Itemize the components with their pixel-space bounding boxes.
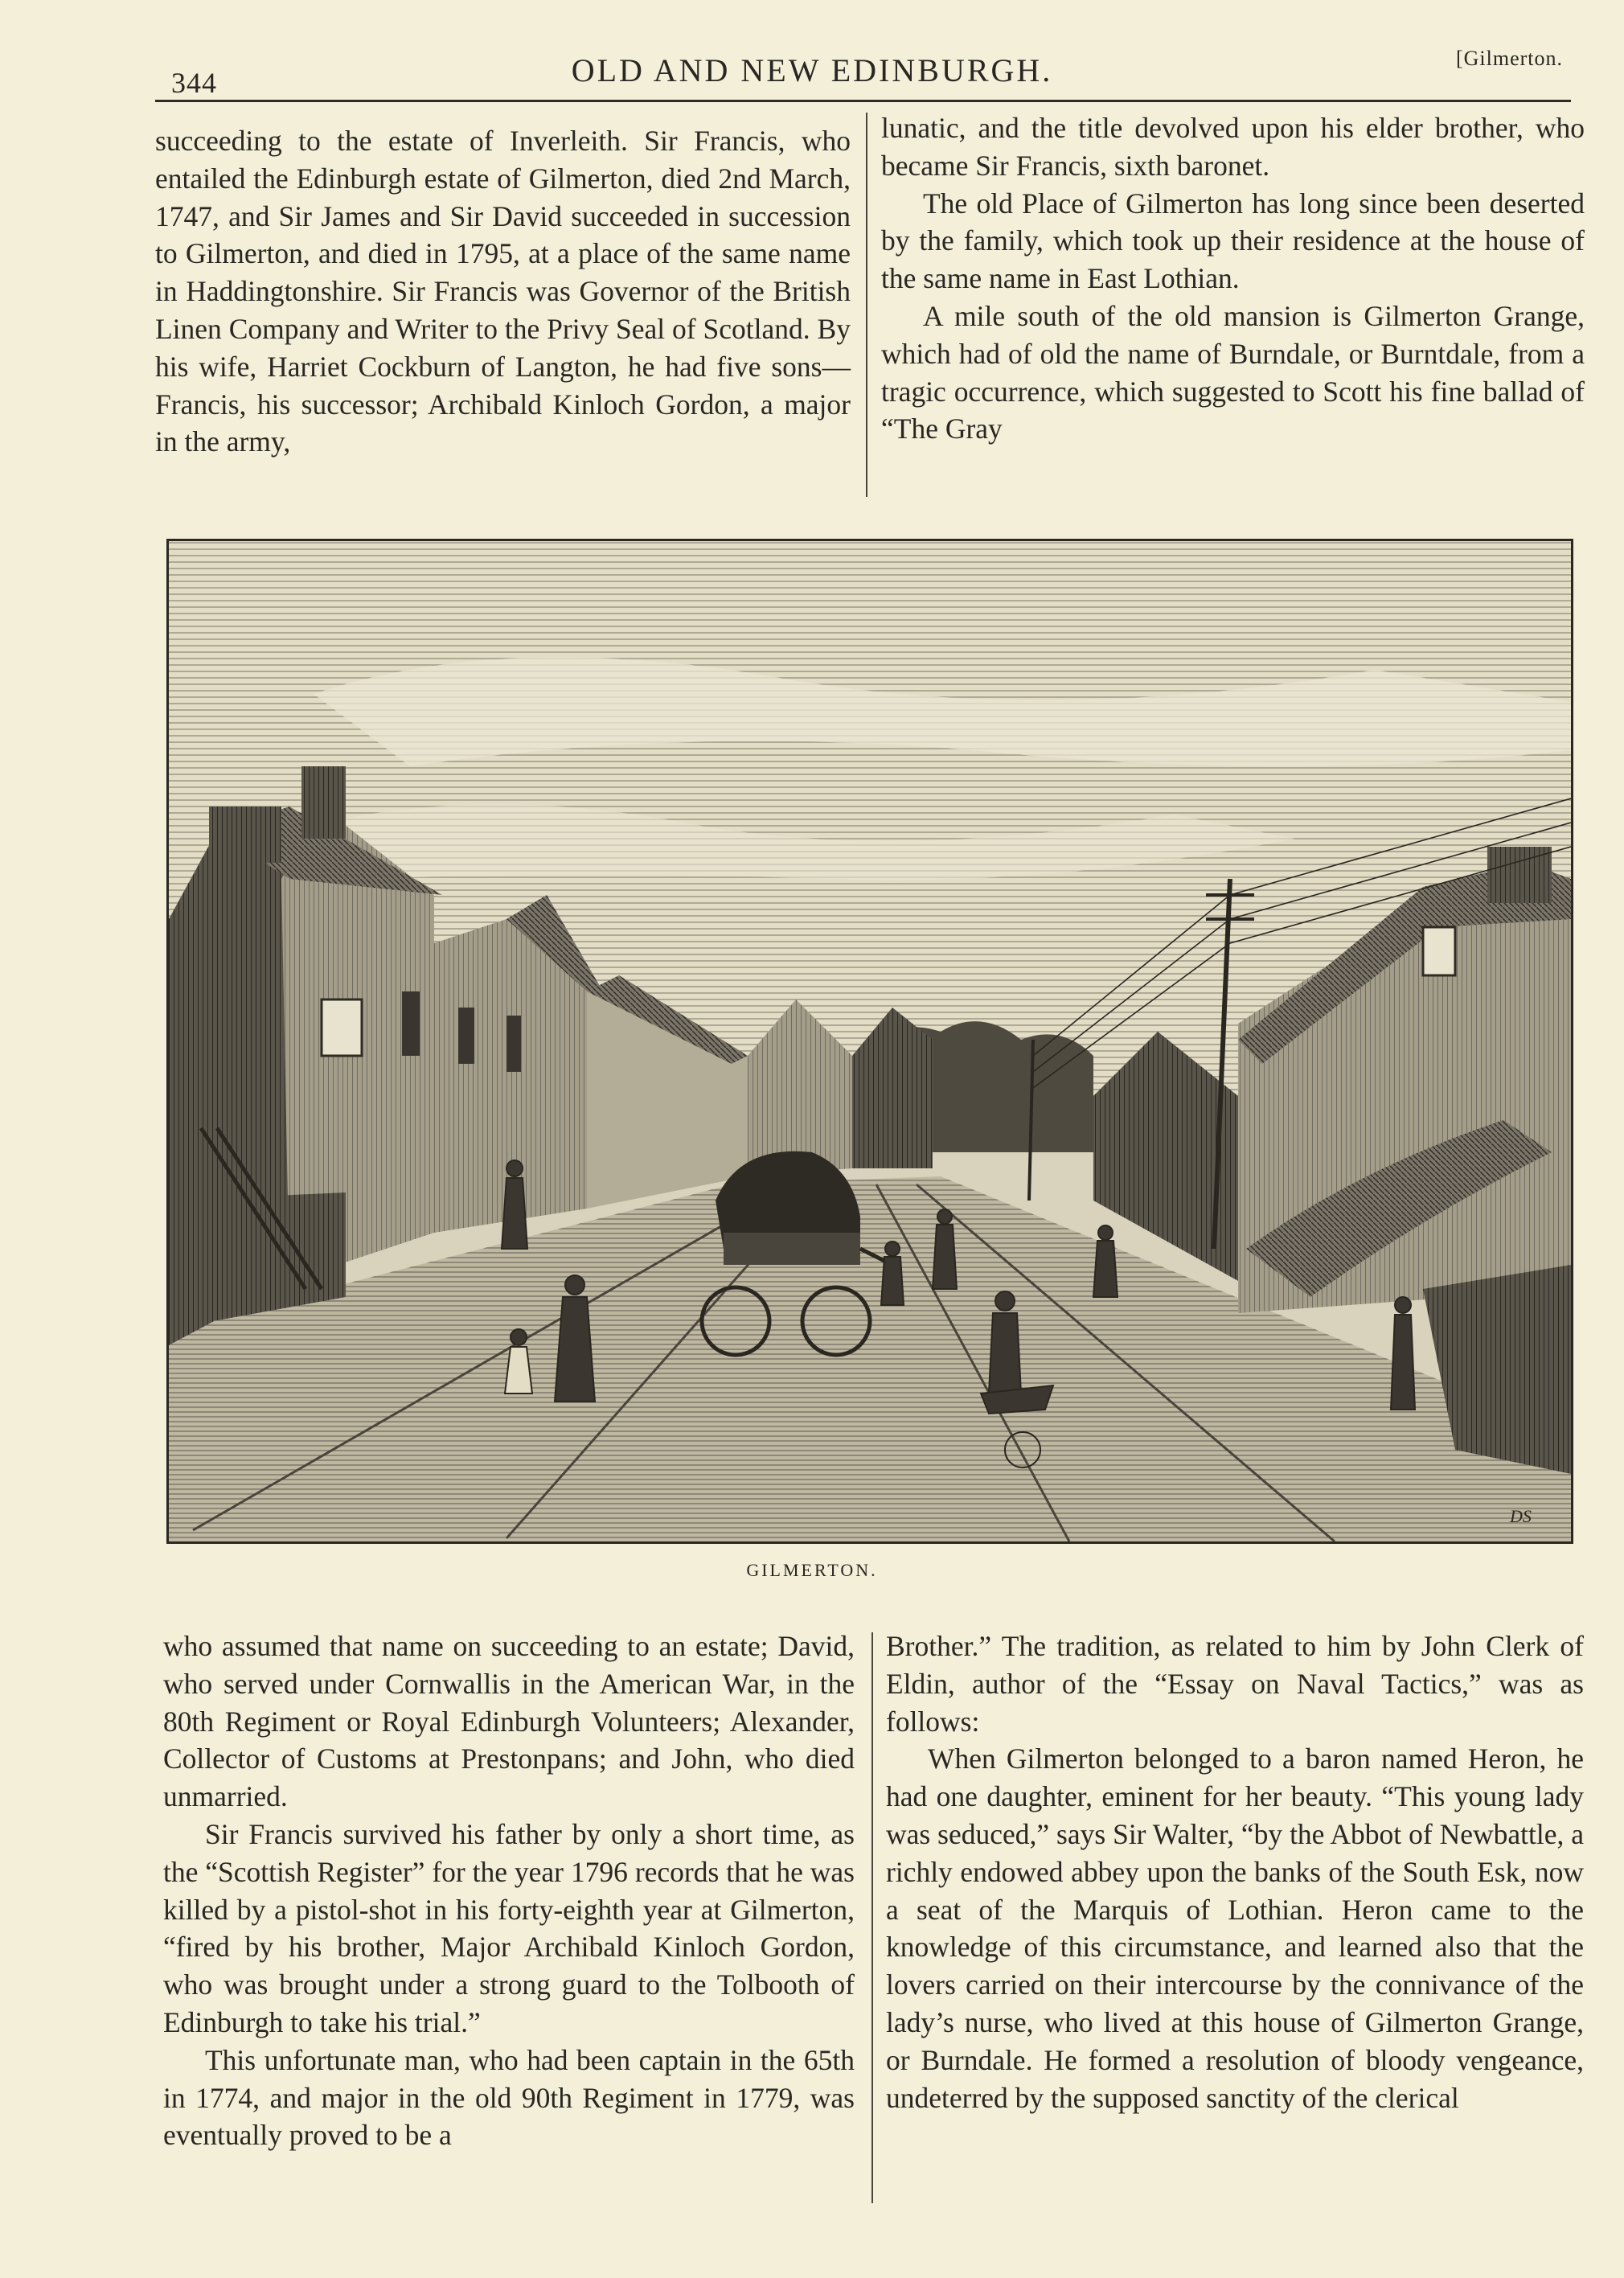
bottom-right-column bbox=[886, 1627, 1584, 2116]
engraver-monogram: DS bbox=[1510, 1506, 1532, 1526]
figure-caption: GILMERTON. bbox=[746, 1560, 878, 1580]
top-right-column bbox=[881, 109, 1585, 448]
gilmerton-engraving bbox=[166, 539, 1573, 1544]
paragraph: When Gilmerton belonged to a baron named Heron, he had one daughter, eminent for her beauty. “This young lady was seduced,” says Sir Walter, “by the Abbot of Newbattle, a richly endowed abbey upon the banks of the South Esk, now a seat of the Marquis of Lothian. Heron came to the knowledge of this circumstance, and learned also that the lovers carried on their intercourse by the connivance of the lady’s nurse, who lived at this house of Gilmerton Grange, or Burndale. He formed a resolution of bloody vengeance, undeterred by the supposed sanctity of the clerical bbox=[886, 1742, 1584, 2114]
street-scene-illustration bbox=[169, 541, 1571, 1541]
paragraph: succeeding to the estate of Inverleith. Sir Francis, who entailed the Edinburgh estate of Gilmerton, died 2nd March, 1747, and Sir James and Sir David succeeded in succession to Gilmerton, and died in 1795, at a place of the same name in Haddingtonshire. Sir Francis was Governor of the British Linen Company and Writer to the Privy Seal of Scotland. By his wife, Harriet Cockburn of Langton, he had five sons—Francis, his successor; Archibald Kinloch Gordon, a major in the army, bbox=[155, 125, 851, 458]
paragraph: lunatic, and the title devolved upon his elder brother, who became Sir Francis, sixth baronet. bbox=[881, 112, 1585, 182]
section-tag: [Gilmerton. bbox=[1455, 47, 1563, 70]
page-number: 344 bbox=[171, 67, 217, 99]
column-divider-top bbox=[866, 113, 867, 497]
header-rule bbox=[155, 100, 1571, 102]
paragraph: A mile south of the old mansion is Gilmerton Grange, which had of old the name of Burndale, or Burntdale, from a tragic occurrence, which suggested to Scott his fine ballad of “The Gray bbox=[881, 299, 1585, 445]
top-left-column bbox=[155, 122, 851, 461]
column-divider-bottom bbox=[871, 1632, 873, 2203]
paragraph: This unfortunate man, who had been captain in the 65th in 1774, and major in the old 90th Regiment in 1779, was eventually proved to be a bbox=[163, 2043, 855, 2152]
paragraph: Sir Francis survived his father by only a short time, as the “Scottish Register” for the year 1796 records that he was killed by a pistol-shot in his forty-eighth year at Gilmerton, “fired by his brother, Major Archibald Kinloch Gordon, who was brought under a strong guard to the Tolbooth of Edinburgh to take his trial.” bbox=[163, 1817, 855, 2038]
bottom-left-column bbox=[163, 1627, 855, 2154]
paragraph: Brother.” The tradition, as related to him by John Clerk of Eldin, author of the “Essay on Naval Tactics,” was as follows: bbox=[886, 1630, 1584, 1738]
running-title: OLD AND NEW EDINBURGH. bbox=[571, 52, 1053, 88]
paragraph: who assumed that name on succeeding to an estate; David, who served under Cornwallis in the American War, in the 80th Regiment or Royal Edinburgh Volunteers; Alexander, Collector of Customs at Prestonpans; and John, who died unmarried. bbox=[163, 1630, 855, 1813]
paragraph: The old Place of Gilmerton has long since been deserted by the family, which took up their residence at the house of the same name in East Lothian. bbox=[881, 187, 1585, 295]
